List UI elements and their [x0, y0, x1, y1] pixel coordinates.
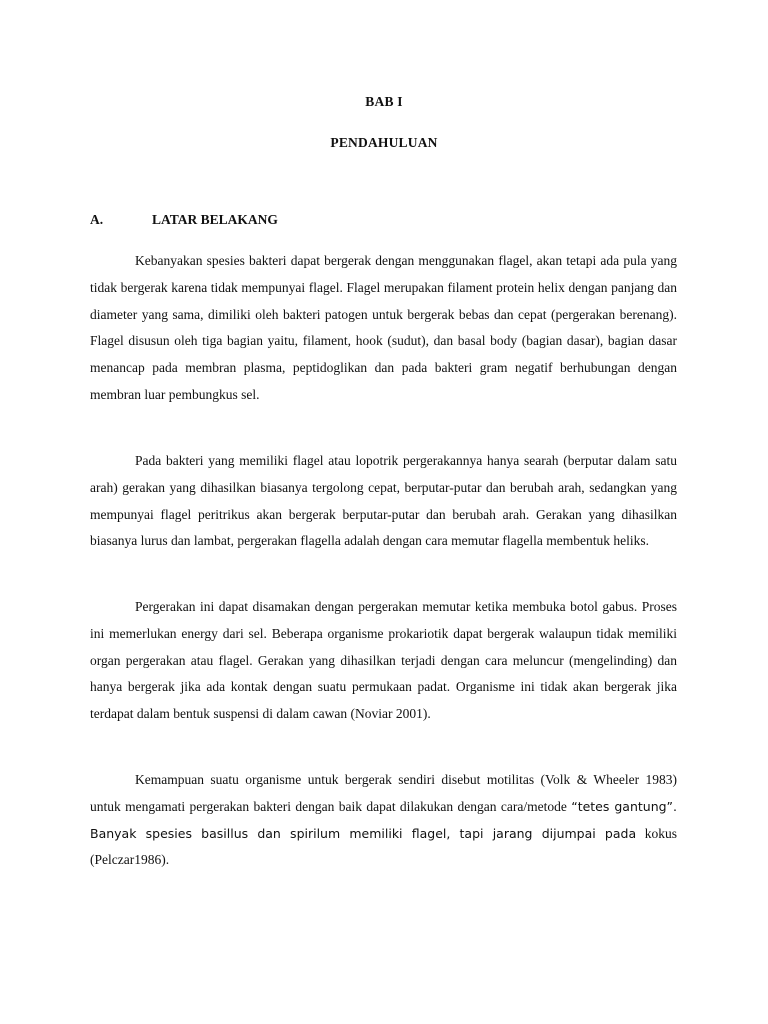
section-number: A. — [90, 212, 104, 227]
paragraph — [90, 767, 677, 874]
paragraph-text-sans: “tetes gantung”. Banyak spesies basillus dan spirilum memiliki flagel, tapi jarang dijumpai pada — [90, 798, 677, 841]
paragraph-text: Kemampuan suatu organisme untuk bergerak sendiri disebut motilitas (Volk & Wheeler 1983) untuk mengamati pergerakan bakteri dengan baik dapat dilakukan dengan cara/metode — [90, 772, 677, 814]
paragraph: Kebanyakan spesies bakteri dapat bergerak dengan menggunakan flagel, akan tetapi ada pula yang tidak bergerak karena tidak mempunyai flagel. Flagel merupakan filament protein helix dengan panjang dan diameter yang sama, dimiliki oleh bakteri patogen untuk bergerak bebas dan cepat (pergerakan berenang). Flagel disusun oleh tiga bagian yaitu, filament, hook (sudut), dan basal body (bagian dasar), bagian dasar menancap pada membran plasma, peptidoglikan dan pada bakteri gram negatif berhubungan dengan membran luar pembungkus sel. — [90, 253, 677, 402]
paragraph: Pergerakan ini dapat disamakan dengan pergerakan memutar ketika membuka botol gabus. Proses ini memerlukan energy dari sel. Beberapa organisme prokariotik dapat bergerak walaupun tidak memiliki organ pergerakan atau flagel. Gerakan yang dihasilkan terjadi dengan cara meluncur (mengelinding) dan hanya bergerak jika ada kontak dengan suatu permukaan padat. Organisme ini tidak akan bergerak jika terdapat dalam bentuk suspensi di dalam cawan (Noviar 2001). — [90, 599, 677, 722]
chapter-label: BAB I — [365, 94, 403, 109]
paragraph: Pada bakteri yang memiliki flagel atau lopotrik pergerakannya hanya searah (berputar dalam satu arah) gerakan yang dihasilkan biasanya tergolong cepat, berputar-putar dan berubah arah, sedangkan yang mempunyai flagel peritrikus akan bergerak berputar-putar dan berubah arah. Gerakan yang dihasilkan biasanya lurus dan lambat, pergerakan flagella adalah dengan cara memutar flagella membentuk heliks. — [90, 453, 677, 549]
chapter-title: PENDAHULUAN — [330, 135, 438, 150]
section-title: LATAR BELAKANG — [152, 212, 278, 227]
paragraph-text: kokus (Pelczar1986). — [90, 825, 677, 868]
section-heading — [90, 212, 278, 228]
